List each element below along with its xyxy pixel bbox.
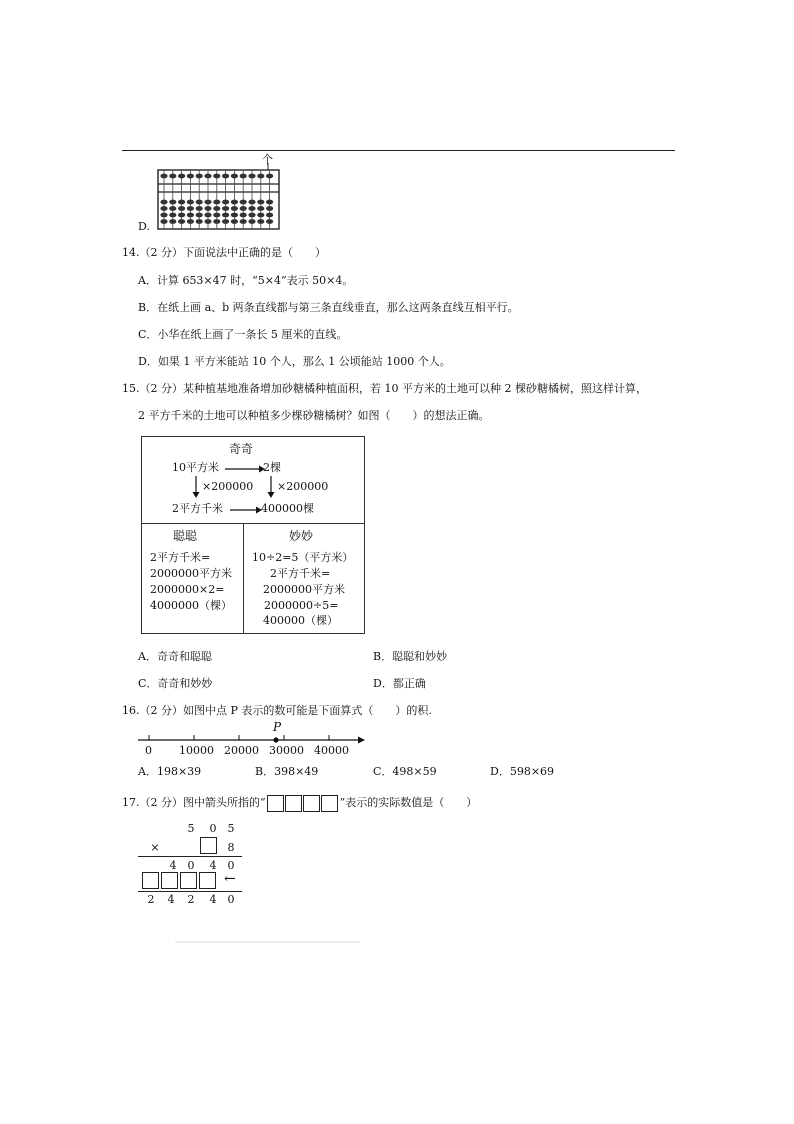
q17-stem: [122, 792, 477, 814]
abacus-option-label: D.: [138, 220, 150, 233]
q15-solutions-figure: [141, 436, 365, 634]
point-p-label: P: [273, 720, 282, 734]
miaomiao-line-5: 400000（棵）: [263, 614, 338, 627]
abacus-lower-bead: [160, 219, 167, 224]
abacus-upper-bead: [222, 174, 229, 179]
abacus-lower-bead: [248, 206, 255, 211]
mult-digit: 5: [187, 822, 195, 835]
abacus-drawing: [155, 156, 285, 231]
abacus-upper-bead: [213, 174, 220, 179]
q14-stem: 14.（2 分）下面说法中正确的是（ ）: [122, 246, 326, 259]
abacus-lower-bead: [169, 219, 176, 224]
abacus-lower-bead: [240, 200, 247, 205]
abacus-upper-bead: [231, 174, 238, 179]
pointer-arrow-icon: ←: [224, 871, 236, 887]
qiqi-name: 奇奇: [229, 442, 254, 456]
abacus-upper-bead: [160, 174, 167, 179]
times-sign: ×: [150, 841, 160, 854]
abacus-lower-bead: [169, 213, 176, 218]
miaomiao-name: 妙妙: [289, 529, 314, 543]
q14-option-d: D．如果 1 平方米能站 10 个人，那么 1 公顷能站 1000 个人。: [138, 355, 451, 368]
abacus-lower-bead: [257, 213, 264, 218]
abacus-lower-bead: [196, 206, 203, 211]
qiqi-left-bottom: 2平方千米: [172, 502, 223, 515]
mult-digit: 4: [169, 859, 177, 872]
abacus-lower-bead: [169, 200, 176, 205]
abacus-lower-bead: [257, 219, 264, 224]
inline-box: [303, 795, 320, 812]
abacus-lower-bead: [266, 219, 273, 224]
mult-digit: 4: [167, 893, 175, 906]
qiqi-mult-right: ×200000: [277, 480, 329, 493]
q17-vertical-multiplication: [136, 822, 256, 908]
abacus-ones-marker: 个: [262, 153, 273, 166]
abacus-lower-bead: [213, 200, 220, 205]
abacus-lower-bead: [196, 213, 203, 218]
abacus-upper-bead: [187, 174, 194, 179]
abacus-lower-bead: [222, 200, 229, 205]
congcong-line-2: 2000000平方米: [150, 567, 232, 580]
abacus-lower-bead: [266, 213, 273, 218]
abacus-upper-bead: [178, 174, 185, 179]
abacus-lower-bead: [222, 213, 229, 218]
blank-box: [199, 872, 216, 889]
qiqi-bottom-arrow: [230, 505, 262, 515]
q16-option-d: D．598×69: [490, 765, 555, 778]
abacus-lower-bead: [240, 206, 247, 211]
inline-box: [285, 795, 302, 812]
abacus-lower-bead: [187, 206, 194, 211]
mult-digit: 0: [227, 859, 235, 872]
inline-box: [267, 795, 284, 812]
abacus-lower-bead: [257, 206, 264, 211]
tick-label-40000: 40000: [314, 744, 349, 757]
abacus-lower-bead: [204, 219, 211, 224]
q16-stem: 16.（2 分）如图中点 P 表示的数可能是下面算式（ ）的积.: [122, 704, 432, 717]
blank-box: [142, 872, 159, 889]
mult-digit: 4: [209, 893, 217, 906]
abacus-upper-bead: [257, 174, 264, 179]
abacus-lower-bead: [231, 200, 238, 205]
q15-vertical-divider: [243, 523, 244, 633]
abacus-lower-bead: [266, 200, 273, 205]
tick-label-20000: 20000: [224, 744, 259, 757]
abacus-lower-bead: [160, 200, 167, 205]
mult-digit: 0: [187, 859, 195, 872]
blank-box: [161, 872, 178, 889]
abacus-lower-bead: [196, 200, 203, 205]
abacus-upper-bead: [196, 174, 203, 179]
q17-stem-prefix: 17.（2 分）图中箭头所指的“: [122, 796, 266, 809]
abacus-lower-bead: [231, 219, 238, 224]
abacus-lower-bead: [231, 213, 238, 218]
abacus-lower-bead: [240, 213, 247, 218]
abacus-lower-bead: [204, 213, 211, 218]
mult-digit: 2: [187, 893, 195, 906]
qiqi-mult-left: ×200000: [202, 480, 254, 493]
abacus-lower-bead: [160, 206, 167, 211]
abacus-lower-bead: [178, 206, 185, 211]
q17-stem-suffix: ”表示的实际数值是（ ）: [339, 796, 478, 809]
blank-box: [200, 837, 217, 854]
abacus-figure: [155, 153, 285, 231]
tick-label-10000: 10000: [179, 744, 214, 757]
miaomiao-line-3: 2000000平方米: [263, 583, 345, 596]
mult-digit: 8: [227, 841, 235, 854]
mult-digit: 4: [209, 859, 217, 872]
abacus-lower-bead: [266, 206, 273, 211]
abacus-lower-bead: [204, 200, 211, 205]
abacus-lower-bead: [178, 219, 185, 224]
mult-digit: 0: [209, 822, 217, 835]
mult-rule-2: [138, 891, 242, 892]
abacus-lower-bead: [213, 219, 220, 224]
blank-box: [180, 872, 197, 889]
q15-horizontal-divider: [142, 523, 364, 524]
header-rule: [122, 150, 675, 151]
q14-option-a: A．计算 653×47 时，“5×4”表示 50×4。: [138, 274, 354, 287]
q15-stem-line2: 2 平方千米的土地可以种植多少棵砂糖橘树？如图（ ）的想法正确。: [138, 409, 490, 422]
q16-option-c: C．498×59: [373, 765, 437, 778]
congcong-name: 聪聪: [173, 529, 198, 543]
inline-box: [321, 795, 338, 812]
q16-option-b: B．398×49: [255, 765, 319, 778]
abacus-lower-bead: [222, 206, 229, 211]
q14-option-c: C．小华在纸上画了一条长 5 厘米的直线。: [138, 328, 348, 341]
abacus-lower-bead: [240, 219, 247, 224]
q16-option-a: A．198×39: [138, 765, 202, 778]
abacus-lower-bead: [257, 200, 264, 205]
abacus-lower-bead: [187, 213, 194, 218]
abacus-upper-bead: [266, 174, 273, 179]
abacus-lower-bead: [160, 213, 167, 218]
abacus-lower-bead: [248, 213, 255, 218]
abacus-lower-bead: [204, 206, 211, 211]
abacus-lower-bead: [213, 213, 220, 218]
q15-option-c: C．奇奇和妙妙: [138, 677, 213, 690]
q16-number-line: [136, 722, 366, 762]
tick-label-0: 0: [145, 744, 152, 757]
abacus-lower-bead: [231, 206, 238, 211]
abacus-lower-bead: [178, 213, 185, 218]
congcong-line-4: 4000000（棵）: [150, 599, 232, 612]
abacus-lower-bead: [187, 219, 194, 224]
abacus-upper-bead: [240, 174, 247, 179]
mult-digit: 2: [147, 893, 155, 906]
abacus-upper-bead: [204, 174, 211, 179]
qiqi-right-down-arrow: [266, 476, 276, 498]
miaomiao-line-2: 2平方千米=: [270, 567, 331, 580]
qiqi-right-bottom: 400000棵: [261, 502, 314, 515]
abacus-lower-bead: [169, 206, 176, 211]
mult-rule-1: [138, 856, 242, 857]
qiqi-top-arrow: [225, 464, 265, 474]
abacus-lower-bead: [187, 200, 194, 205]
tick-label-30000: 30000: [269, 744, 304, 757]
faint-scan-mark: [175, 941, 360, 943]
qiqi-left-top: 10平方米: [172, 461, 219, 474]
miaomiao-line-4: 2000000÷5=: [264, 599, 339, 612]
q15-option-d: D．都正确: [373, 677, 426, 690]
abacus-lower-bead: [248, 200, 255, 205]
abacus-lower-bead: [196, 219, 203, 224]
q14-option-b: B．在纸上画 a、b 两条直线都与第三条直线垂直，那么这两条直线互相平行。: [138, 301, 519, 314]
abacus-upper-bead: [248, 174, 255, 179]
q17-inline-boxes: [267, 795, 339, 812]
q15-stem-line1: 15.（2 分）某种植基地准备增加砂糖橘种植面积，若 10 平方米的土地可以种 2 棵砂糖橘树，照这样计算，: [122, 382, 647, 395]
abacus-lower-bead: [213, 206, 220, 211]
abacus-upper-bead: [169, 174, 176, 179]
q15-option-b: B．聪聪和妙妙: [373, 650, 448, 663]
mult-digit: 5: [227, 822, 235, 835]
abacus-lower-bead: [178, 200, 185, 205]
q15-option-a: A．奇奇和聪聪: [138, 650, 212, 663]
mult-digit: 0: [227, 893, 235, 906]
qiqi-right-top: 2棵: [263, 461, 281, 474]
qiqi-left-down-arrow: [191, 476, 201, 498]
miaomiao-line-1: 10÷2=5（平方米）: [252, 551, 354, 564]
congcong-line-3: 2000000×2=: [150, 583, 225, 596]
congcong-line-1: 2平方千米=: [150, 551, 211, 564]
abacus-lower-bead: [248, 219, 255, 224]
abacus-lower-bead: [222, 219, 229, 224]
